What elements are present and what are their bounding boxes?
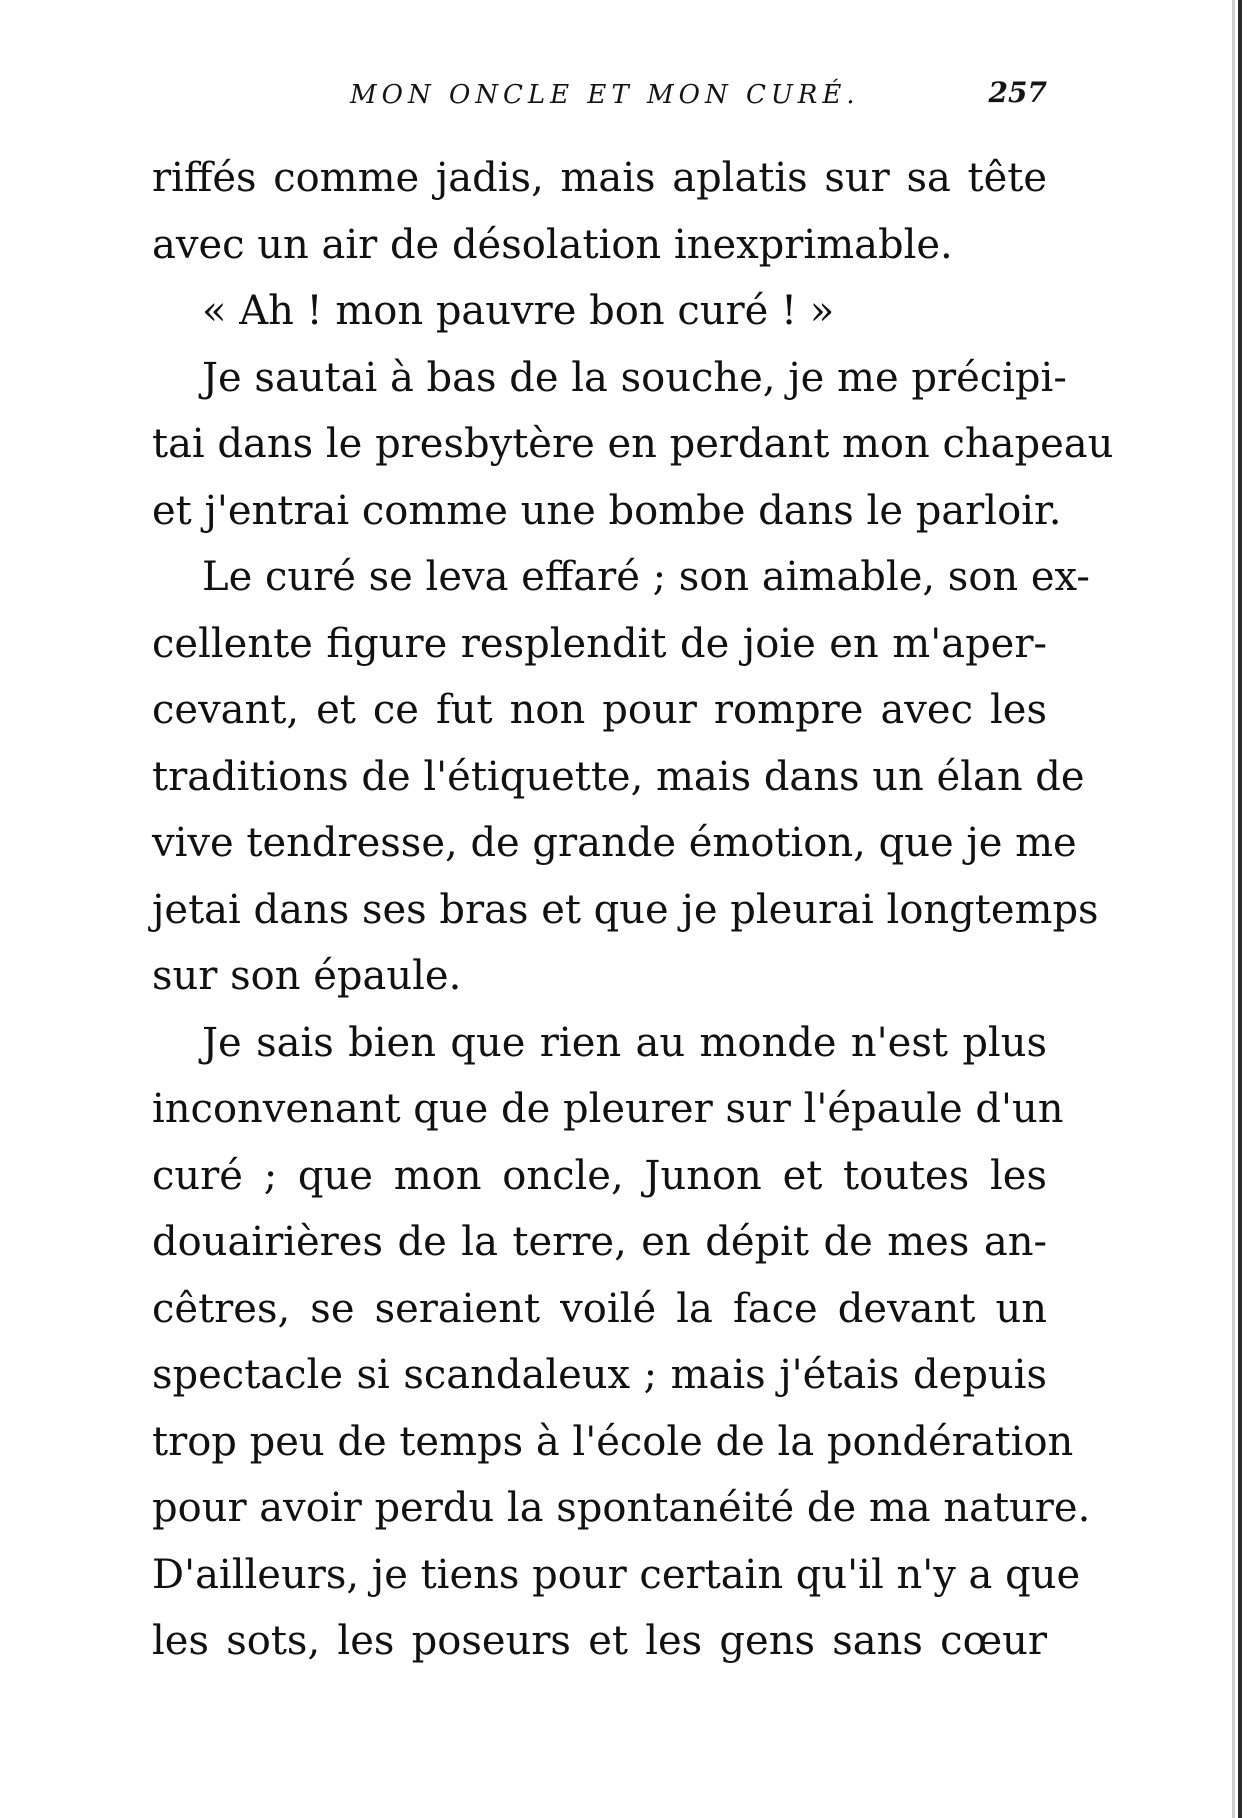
- page-edge-rule: [1238, 0, 1242, 1818]
- text-line: pour avoir perdu la spontanéité de ma nature.: [152, 1485, 1091, 1531]
- text-line: trop peu de temps à l'école de la pondération: [152, 1418, 1074, 1465]
- running-title: MON ONCLE ET MON CURÉ.: [350, 80, 860, 110]
- text-line: les sots, les poseurs et les gens sans cœur: [152, 1618, 1047, 1664]
- text-line: douairières de la terre, en dépit de mes an-: [152, 1219, 1047, 1265]
- text-line: curé ; que mon oncle, Junon et toutes les: [152, 1152, 1047, 1199]
- page-body-text: [152, 145, 1114, 1675]
- text-line: Je sais bien que rien au monde n'est plus: [202, 1019, 1047, 1066]
- text-line: spectacle si scandaleux ; mais j'étais depuis: [152, 1352, 1047, 1398]
- text-line: Le curé se leva effaré ; son aimable, son ex-: [202, 554, 1090, 600]
- text-line: avec un air de désolation inexprimable.: [152, 221, 953, 268]
- text-line: cêtres, se seraient voilé la face devant un: [152, 1285, 1047, 1332]
- text-line: tai dans le presbytère en perdant mon chapeau: [152, 421, 1114, 467]
- text-line: « Ah ! mon pauvre bon curé ! »: [202, 288, 835, 334]
- text-line: traditions de l'étiquette, mais dans un élan de: [152, 753, 1085, 800]
- page-number: 257: [988, 76, 1047, 109]
- text-line: cellente figure resplendit de joie en m'aper-: [152, 620, 1047, 667]
- text-line: et j'entrai comme une bombe dans le parloir.: [152, 487, 1062, 534]
- text-line: D'ailleurs, je tiens pour certain qu'il n'y a que: [152, 1551, 1081, 1598]
- text-line: Je sautai à bas de la souche, je me précipi-: [202, 354, 1067, 401]
- text-line: jetai dans ses bras et que je pleurai longtemps: [152, 886, 1099, 933]
- text-line: vive tendresse, de grande émotion, que je me: [152, 820, 1077, 866]
- text-line: cevant, et ce fut non pour rompre avec les: [152, 687, 1047, 733]
- text-line: inconvenant que de pleurer sur l'épaule d'un: [152, 1086, 1064, 1132]
- page-edge-shadow: [1232, 0, 1235, 1818]
- text-line: sur son épaule.: [152, 953, 462, 999]
- text-line: riffés comme jadis, mais aplatis sur sa tête: [152, 155, 1047, 201]
